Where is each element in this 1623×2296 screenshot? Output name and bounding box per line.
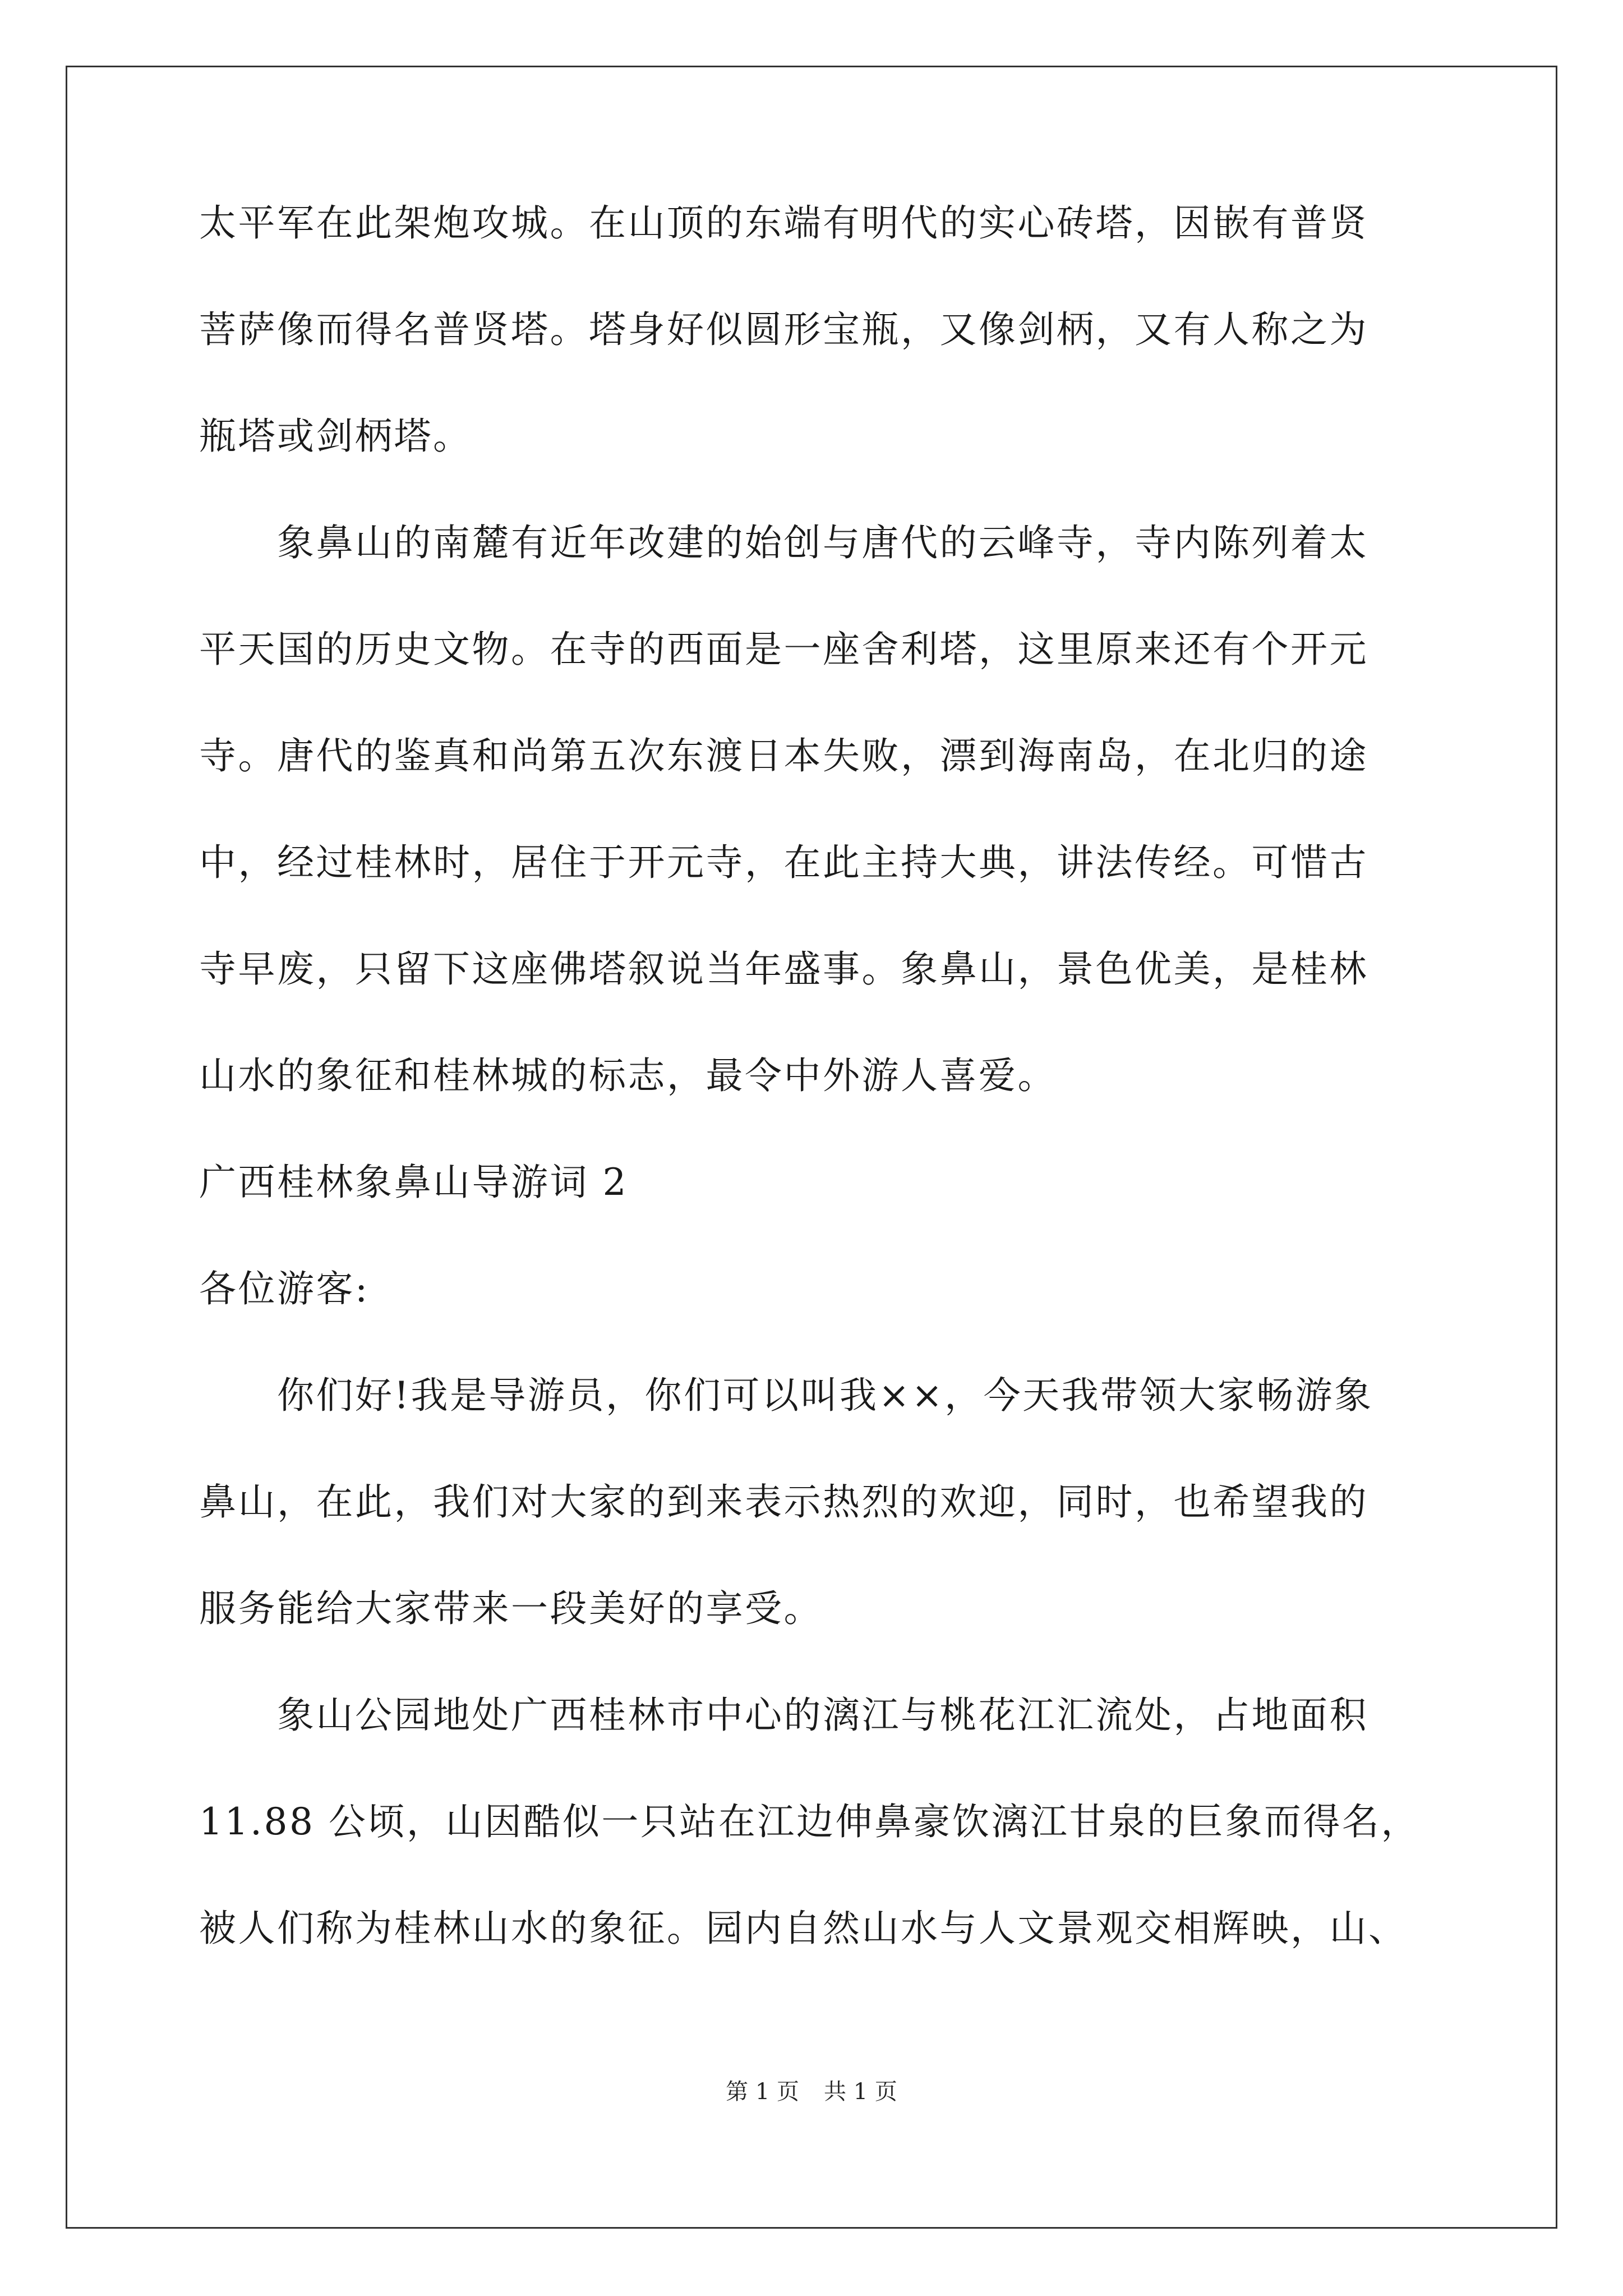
- text-line: 寺早废，只留下这座佛塔叙说当年盛事。象鼻山，景色优美，是桂林: [199, 947, 1368, 991]
- text-line: 服务能给大家带来一段美好的享受。: [199, 1587, 823, 1630]
- text-line: 太平军在此架炮攻城。在山顶的东端有明代的实心砖塔，因嵌有普贤: [199, 201, 1368, 245]
- page-total: 共 1 页: [824, 2079, 897, 2105]
- section-heading: 广西桂林象鼻山导游词 2: [199, 1161, 628, 1204]
- text-line: 中，经过桂林时，居住于开元寺，在此主持大典，讲法传经。可惜古: [199, 841, 1368, 884]
- page-border: [66, 66, 1557, 2229]
- text-line: 被人们称为桂林山水的象征。园内自然山水与人文景观交相辉映，山、: [199, 1907, 1408, 1950]
- text-line: 你们好!我是导游员，你们可以叫我××，今天我带领大家畅游象: [199, 1374, 1373, 1417]
- text-line: 山水的象征和桂林城的标志，最令中外游人喜爱。: [199, 1054, 1057, 1097]
- text-line: 菩萨像而得名普贤塔。塔身好似圆形宝瓶，又像剑柄，又有人称之为: [199, 308, 1368, 351]
- text-line: 寺。唐代的鉴真和尚第五次东渡日本失败，漂到海南岛，在北归的途: [199, 734, 1368, 777]
- text-line: 鼻山，在此，我们对大家的到来表示热烈的欢迎，同时，也希望我的: [199, 1480, 1368, 1524]
- text-line: 瓶塔或剑柄塔。: [199, 415, 472, 458]
- text-line: 平天国的历史文物。在寺的西面是一座舍利塔，这里原来还有个开元: [199, 628, 1368, 671]
- text-line: 11.88 公顷，山因酷似一只站在江边伸鼻豪饮漓江甘泉的巨象而得名，: [199, 1800, 1420, 1843]
- text-line: 各位游客:: [199, 1267, 370, 1310]
- page-footer: [0, 2078, 1623, 2105]
- page-number: 第 1 页: [726, 2079, 799, 2105]
- text-line: 象山公园地处广西桂林市中心的漓江与桃花江汇流处，占地面积: [199, 1694, 1368, 1737]
- text-line: 象鼻山的南麓有近年改建的始创与唐代的云峰寺，寺内陈列着太: [199, 521, 1368, 564]
